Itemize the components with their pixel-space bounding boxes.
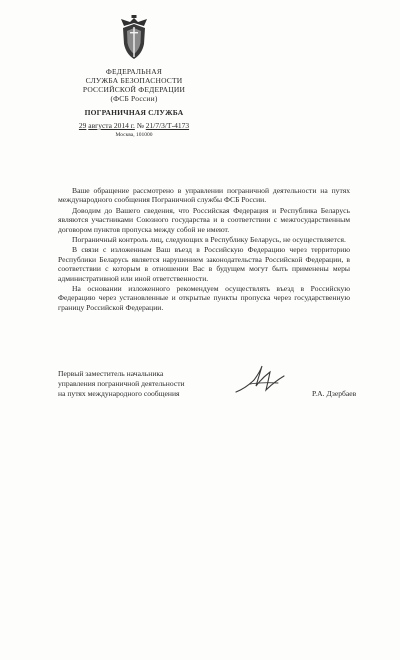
fsb-emblem-icon	[114, 14, 154, 64]
letter-date-and-number	[64, 121, 204, 130]
letterhead	[64, 14, 204, 138]
paragraph-5: На основании изложенного рекомендуем осуществлять въезд в Российскую Федерацию через установленные и открытые пункты пропуска через государственную границу Российской Федерации.	[58, 284, 350, 312]
service-name: ПОГРАНИЧНАЯ СЛУЖБА	[84, 108, 184, 117]
signatory-title-line-2: управления пограничной деятельности	[58, 379, 185, 388]
date-day: 29	[78, 121, 87, 130]
date-text: августа 2014 г.	[88, 121, 135, 130]
paragraph-4: В связи с изложенным Ваш въезд в Российскую Федерацию через территорию Республики Беларусь является нарушением законодательства Российской Федерации, в соответствии с которым в отношении Вас в будущем могут быть применены меры административной или иной ответственности.	[58, 245, 350, 283]
signatory-title	[58, 369, 248, 399]
agency-name-line-1: ФЕДЕРАЛЬНАЯ	[105, 67, 163, 76]
agency-abbreviation: (ФСБ России)	[110, 94, 158, 103]
number-label: №	[136, 121, 144, 130]
city-address: Москва, 101000	[115, 132, 153, 138]
paragraph-3: Пограничный контроль лиц, следующих в Республику Беларусь, не осуществляется.	[72, 235, 346, 245]
letter-number: 21/7/3/Т-4173	[145, 121, 190, 130]
agency-name-line-2: СЛУЖБА БЕЗОПАСНОСТИ	[85, 76, 183, 85]
agency-name-line-3: РОССИЙСКОЙ ФЕДЕРАЦИИ	[82, 85, 186, 94]
handwritten-signature-icon	[232, 362, 292, 398]
paragraph-2: Доводим до Вашего сведения, что Российская Федерация и Республика Беларусь являются участниками Союзного государства и в соответствии с межгосударственным договором пунктов пропуска между собой не имеют.	[58, 205, 350, 234]
signatory-title-line-1: Первый заместитель начальника	[58, 369, 164, 378]
signatory-title-line-3: на путях международного сообщения	[58, 389, 180, 398]
signer-name: Р.А. Дзербаев	[312, 389, 357, 398]
letter-body	[58, 186, 350, 313]
paragraph-1: Ваше обращение рассмотрено в управлении пограничной деятельности на путях международного сообщения Пограничной службы ФСБ России.	[58, 186, 350, 205]
